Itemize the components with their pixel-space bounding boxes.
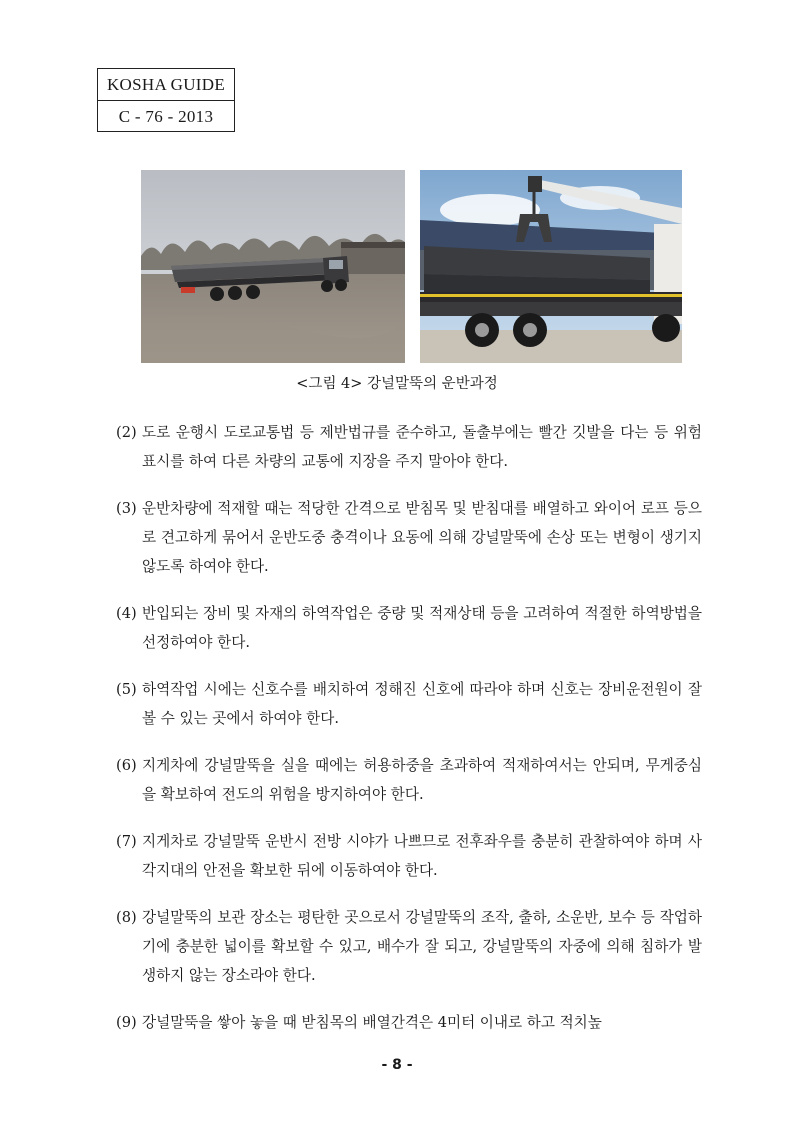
list-item xyxy=(116,599,702,657)
item-text: 지게차에 강널말뚝을 실을 때에는 허용하중을 초과하여 적재하여서는 안되며, 무게중심을 확보하여 전도의 위험을 방지하여야 한다. xyxy=(142,757,702,803)
list-item xyxy=(116,1008,702,1037)
list-item xyxy=(116,903,702,990)
item-number: (3) xyxy=(116,500,137,517)
photo-truck-transport xyxy=(141,170,405,363)
procedure-list xyxy=(116,418,702,1055)
page-number: - 8 - xyxy=(381,1057,413,1073)
item-text: 반입되는 장비 및 자재의 하역작업은 중량 및 적재상태 등을 고려하여 적절한 하역방법을 선정하여야 한다. xyxy=(142,605,702,651)
item-text: 운반차량에 적재할 때는 적당한 간격으로 받침목 및 받침대를 배열하고 와이어 로프 등으로 견고하게 묶어서 운반도중 충격이나 요동에 의해 강널말뚝에 손상 또는 변형이 생기지 않도록 하여야 한다. xyxy=(142,500,702,575)
list-item xyxy=(116,418,702,476)
item-text: 하역작업 시에는 신호수를 배치하여 정해진 신호에 따라야 하며 신호는 장비운전원이 잘볼 수 있는 곳에서 하여야 한다. xyxy=(142,681,702,727)
list-item xyxy=(116,827,702,885)
item-number: (2) xyxy=(116,424,137,441)
list-item xyxy=(116,494,702,581)
list-item xyxy=(116,751,702,809)
item-number: (4) xyxy=(116,605,137,622)
item-number: (9) xyxy=(116,1014,137,1031)
guide-code-box xyxy=(97,68,235,132)
item-text: 강널말뚝을 쌓아 놓을 때 받침목의 배열간격은 4미터 이내로 하고 적치높 xyxy=(142,1014,602,1031)
item-number: (6) xyxy=(116,757,137,774)
photo-crane-unloading xyxy=(420,170,682,363)
figure-caption: <그림 4> 강널말뚝의 운반과정 xyxy=(296,376,498,392)
list-item xyxy=(116,675,702,733)
guide-title: KOSHA GUIDE xyxy=(106,74,226,94)
guide-code: C - 76 - 2013 xyxy=(98,100,234,132)
item-number: (8) xyxy=(116,909,137,926)
item-number: (7) xyxy=(116,833,137,850)
item-number: (5) xyxy=(116,681,137,698)
item-text: 도로 운행시 도로교통법 등 제반법규를 준수하고, 돌출부에는 빨간 깃발을 다는 등 위험표시를 하여 다른 차량의 교통에 지장을 주지 말아야 한다. xyxy=(142,424,702,470)
item-text: 지게차로 강널말뚝 운반시 전방 시야가 나쁘므로 전후좌우를 충분히 관찰하여야 하며 사각지대의 안전을 확보한 뒤에 이동하여야 한다. xyxy=(142,833,702,879)
item-text: 강널말뚝의 보관 장소는 평탄한 곳으로서 강널말뚝의 조작, 출하, 소운반, 보수 등 작업하기에 충분한 넓이를 확보할 수 있고, 배수가 잘 되고, 강널말뚝의 자중에 의해 침하가 발생하지 않는 장소라야 한다. xyxy=(142,909,702,984)
